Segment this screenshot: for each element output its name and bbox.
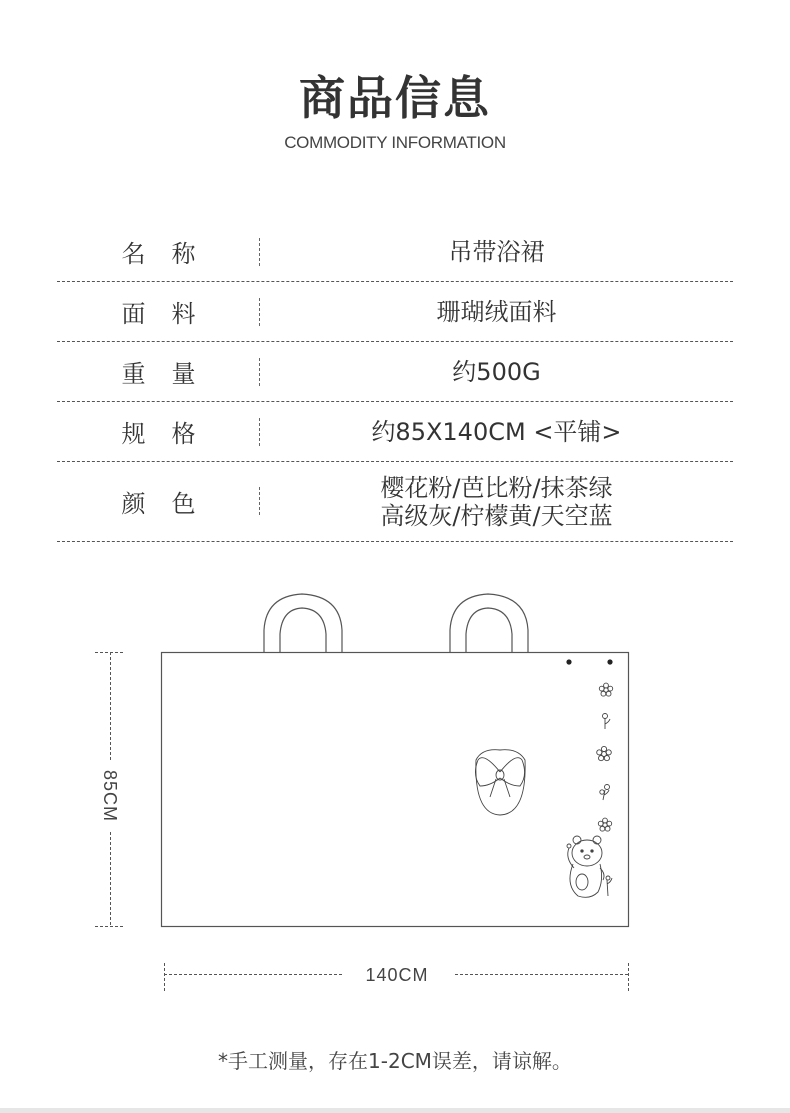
spec-label: 规格 xyxy=(121,420,222,448)
garment-outline xyxy=(162,653,629,927)
spec-label: 面料 xyxy=(121,300,222,328)
spec-label: 颜色 xyxy=(121,490,222,518)
spec-value: 珊瑚绒面料 xyxy=(436,297,557,326)
page-subtitle: COMMODITY INFORMATION xyxy=(284,133,506,152)
bow-icon xyxy=(475,750,525,815)
spec-value-line: 高级灰/柠檬黄/天空蓝 xyxy=(380,501,613,530)
spec-value: 约85X140CM <平铺> xyxy=(371,417,622,446)
flower-icon xyxy=(599,683,612,696)
flower-sprig-icon xyxy=(603,714,611,730)
spec-value: 吊带浴裙 xyxy=(448,237,545,266)
measurement-note: *手工测量，存在1-2CM误差，请谅解。 xyxy=(218,1049,572,1073)
page-title: 商品信息 xyxy=(299,71,491,125)
spec-label: 名称 xyxy=(121,240,222,268)
spec-value-line: 樱花粉/芭比粉/抹茶绿 xyxy=(380,473,613,502)
button-dot xyxy=(566,659,571,664)
handle-left xyxy=(264,594,342,652)
height-label: 85CM xyxy=(100,769,120,823)
bear-icon xyxy=(567,836,612,897)
handle-left-inner xyxy=(280,608,326,652)
flower-sprig-icon xyxy=(600,785,610,801)
spec-value: 约500G xyxy=(452,357,541,386)
handle-right xyxy=(450,594,528,652)
flower-icon xyxy=(597,746,612,760)
flower-icon xyxy=(598,818,611,831)
button-dot xyxy=(607,659,612,664)
spec-label: 重量 xyxy=(121,360,222,388)
handle-right-inner xyxy=(466,608,512,652)
bottom-divider xyxy=(0,1108,790,1113)
width-label: 140CM xyxy=(365,965,429,985)
